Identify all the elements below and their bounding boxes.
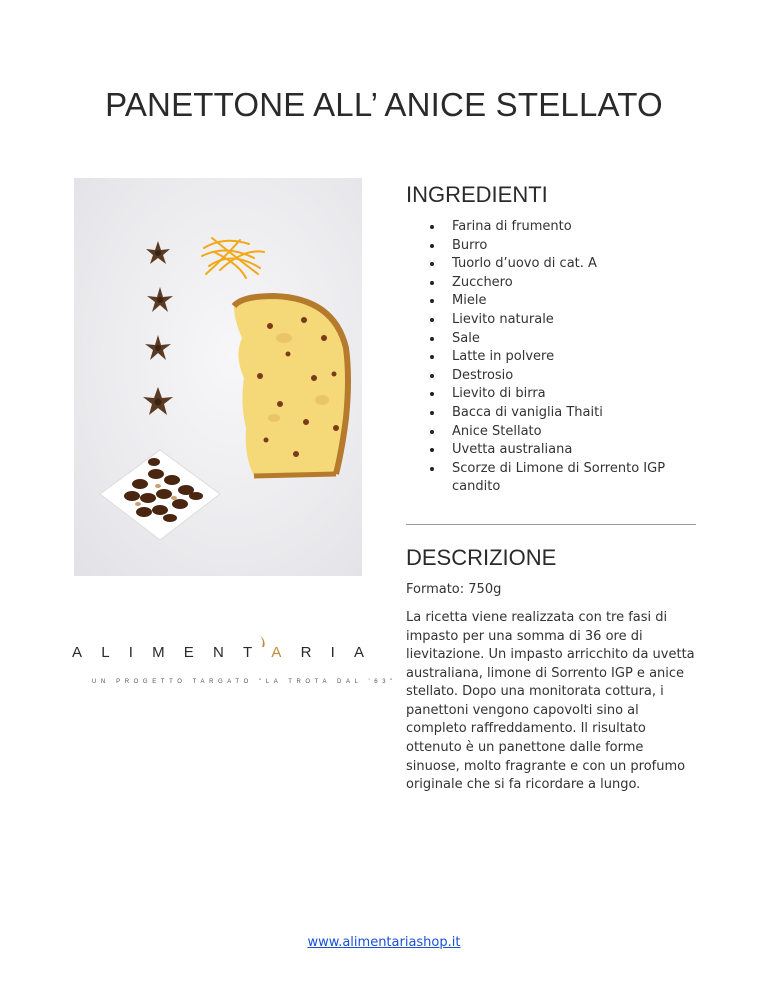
list-item: Uvetta australiana — [406, 441, 698, 460]
alimentaria-logo — [68, 636, 397, 685]
list-item: Anice Stellato — [406, 423, 698, 442]
list-item: Lievito di birra — [406, 385, 698, 404]
logo-letter: I — [128, 644, 133, 661]
logo-letter: E — [183, 644, 194, 661]
logo-letter: T — [243, 644, 253, 661]
ingredients-list — [406, 218, 698, 497]
website-link[interactable]: www.alimentariashop.it — [307, 935, 461, 950]
star-anise-icon — [143, 241, 173, 415]
section-divider — [406, 524, 696, 525]
page-title: PANETTONE ALL’ ANICE STELLATO — [105, 86, 663, 123]
list-item: Miele — [406, 292, 698, 311]
list-item: Lievito naturale — [406, 311, 698, 330]
info-column — [406, 182, 698, 795]
logo-letter: L — [101, 644, 110, 661]
product-illustration — [74, 178, 362, 576]
product-photo — [74, 178, 362, 576]
logo-letter: A — [353, 644, 364, 661]
list-item: Burro — [406, 237, 698, 256]
description-text: La ricetta viene realizzata con tre fasi di impasto per una somma di 36 ore di lievitazione. Un impasto arricchito da uvetta australiana, limone di Sorrento IGP e anice stellato. Dopo una monitorata cottura, i panettoni vengono capovolti sino al completo raffreddamento. Il risultato ottenuto è un panettone dalle forme sinuose, molto fragrante e con un profumo originale che si fa ricordare a lungo. — [406, 609, 695, 793]
ingredients-heading: INGREDIENTI — [406, 182, 548, 207]
list-item: Zucchero — [406, 274, 698, 293]
logo-letter: R — [300, 644, 312, 661]
list-item: Destrosio — [406, 367, 698, 386]
description-heading: DESCRIZIONE — [406, 544, 557, 570]
logo-tagline: UN PROGETTO TARGATO "LA TROTA DAL '63" — [92, 679, 397, 685]
list-item: Latte in polvere — [406, 348, 698, 367]
list-item: Bacca di vaniglia Thaiti — [406, 404, 698, 423]
format-text: Formato: 750g — [406, 581, 502, 597]
panettone-slice — [234, 296, 348, 476]
logo-letter-accent: A — [271, 644, 282, 661]
logo-letter: I — [330, 644, 335, 661]
lemon-zest — [202, 238, 264, 278]
raisin-bowl — [100, 450, 220, 540]
logo-letter: A — [72, 644, 83, 661]
list-item: Sale — [406, 330, 698, 349]
logo-letter: N — [212, 644, 224, 661]
logo-wordmark — [72, 644, 364, 661]
list-item: Farina di frumento — [406, 218, 698, 237]
list-item: Tuorlo d’uovo di cat. A — [406, 255, 698, 274]
logo-letter: M — [152, 644, 165, 661]
list-item: Scorze di Limone di Sorrento IGP candito — [406, 460, 698, 497]
